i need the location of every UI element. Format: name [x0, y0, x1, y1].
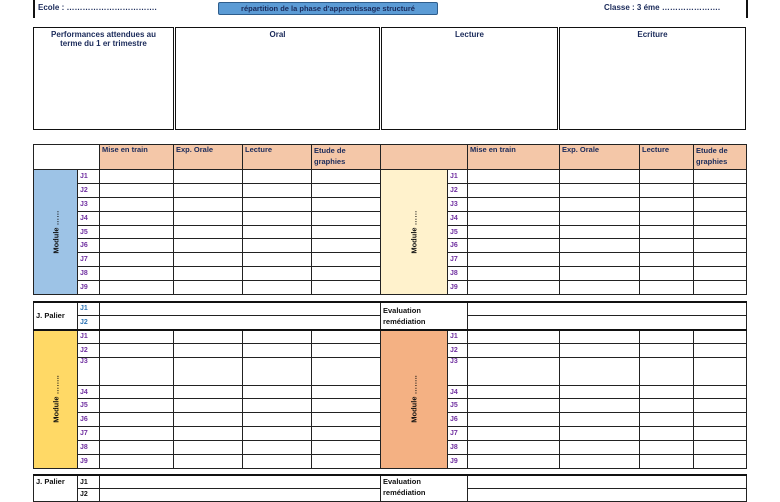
day-label: J3 — [78, 197, 100, 211]
col-mise-en-train-2: Mise en train — [468, 145, 560, 170]
day-label: J7 — [78, 427, 100, 441]
day-label: J2 — [78, 316, 100, 330]
module-cell-4 — [381, 330, 448, 469]
table-row — [34, 330, 747, 344]
day-label: J2 — [448, 343, 468, 357]
day-label: J7 — [78, 253, 100, 267]
day-label: J4 — [448, 211, 468, 225]
module-label: Module …… — [409, 210, 419, 254]
day-label: J2 — [78, 343, 100, 357]
day-label: J4 — [78, 211, 100, 225]
ecriture-box — [559, 27, 746, 130]
day-label: J5 — [78, 225, 100, 239]
day-label: J6 — [78, 413, 100, 427]
lecture-box — [381, 27, 558, 130]
day-label: J9 — [78, 455, 100, 469]
col-lecture: Lecture — [243, 145, 312, 170]
spacer-row — [34, 295, 747, 302]
module-cell-2 — [381, 170, 448, 295]
col-etude-graphies-2: Etude de graphies — [694, 145, 747, 170]
day-label: J5 — [78, 399, 100, 413]
day-label: J4 — [78, 385, 100, 399]
day-label: J5 — [448, 399, 468, 413]
page-title: répartition de la phase d'apprentissage structuré — [218, 2, 438, 15]
day-label: J9 — [448, 281, 468, 295]
palier-label: J. Palier — [34, 302, 78, 330]
evaluation-label: Evaluation remédiation — [381, 475, 468, 501]
day-label: J7 — [448, 427, 468, 441]
day-label: J5 — [448, 225, 468, 239]
day-label: J8 — [448, 267, 468, 281]
col-exp-orale: Exp. Orale — [174, 145, 243, 170]
blank-header — [34, 145, 100, 170]
day-label: J6 — [448, 239, 468, 253]
day-label: J3 — [78, 357, 100, 385]
col-lecture-2: Lecture — [640, 145, 694, 170]
spacer-row — [34, 468, 747, 475]
day-label: J9 — [78, 281, 100, 295]
evaluation-label: Evaluation remédiation — [381, 302, 468, 330]
day-label: J1 — [78, 475, 100, 488]
lecture-label: Lecture — [455, 30, 484, 39]
col-mise-en-train: Mise en train — [100, 145, 174, 170]
module-label: Module …….. — [409, 375, 419, 423]
col-exp-orale-2: Exp. Orale — [560, 145, 640, 170]
module-label: Module …….. — [51, 375, 60, 423]
day-label: J7 — [448, 253, 468, 267]
module-cell-3 — [34, 330, 78, 469]
day-label: J1 — [78, 170, 100, 184]
module-cell-1 — [34, 170, 78, 295]
day-label: J9 — [448, 455, 468, 469]
left-rule — [33, 0, 35, 18]
day-label: J1 — [448, 170, 468, 184]
day-label: J8 — [78, 441, 100, 455]
day-label: J4 — [448, 385, 468, 399]
day-label: J2 — [448, 183, 468, 197]
performances-box — [33, 27, 174, 130]
day-label: J2 — [78, 183, 100, 197]
column-header-row — [34, 145, 747, 170]
oral-box — [175, 27, 380, 130]
module-label: Module …… — [51, 210, 60, 254]
blank-header-right — [381, 145, 468, 170]
day-label: J1 — [78, 302, 100, 316]
table-row — [34, 170, 747, 184]
day-label: J1 — [448, 330, 468, 344]
palier-row — [34, 475, 747, 488]
day-label: J1 — [78, 330, 100, 344]
day-label: J6 — [448, 413, 468, 427]
day-label: J6 — [78, 239, 100, 253]
day-label: J3 — [448, 357, 468, 385]
right-rule — [746, 0, 748, 18]
palier-label: J. Palier — [34, 475, 78, 501]
schedule-table — [33, 144, 747, 502]
oral-label: Oral — [269, 30, 286, 39]
palier-row — [34, 302, 747, 316]
day-label: J2 — [78, 488, 100, 501]
performances-label: Performances attendues au terme du 1 er trimestre — [51, 30, 156, 48]
col-etude-graphies: Etude de graphies — [312, 145, 381, 170]
day-label: J8 — [448, 441, 468, 455]
ecole-field: Ecole : ……………………………. — [38, 3, 157, 12]
day-label: J8 — [78, 267, 100, 281]
ecriture-label: Ecriture — [637, 30, 668, 39]
classe-field: Classe : 3 éme …………………. — [604, 3, 721, 12]
day-label: J3 — [448, 197, 468, 211]
